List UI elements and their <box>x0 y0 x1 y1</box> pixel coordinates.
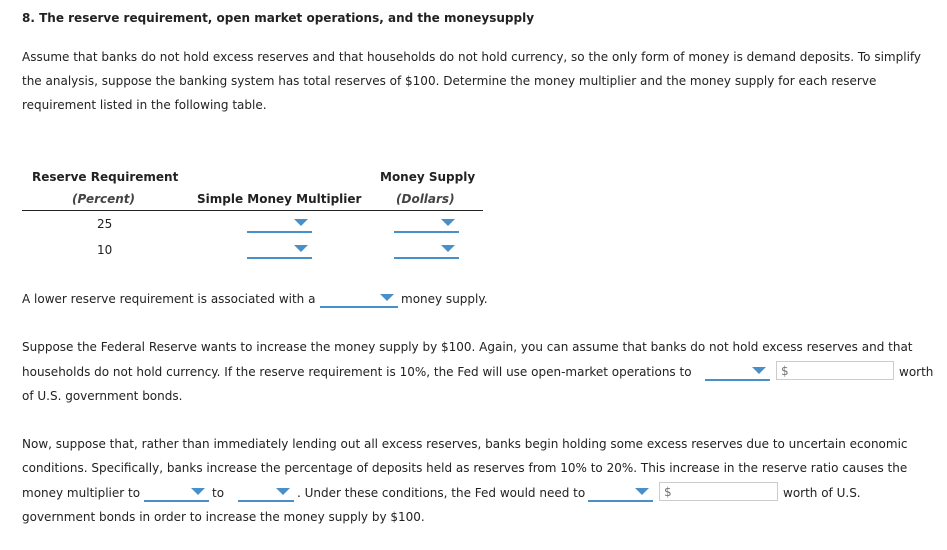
header-money-supply: Money Supply <box>380 170 476 184</box>
intro-line: the analysis, suppose the banking system has total reserves of $100. Determine the money multiplier and the money supply for each reserve <box>22 74 877 88</box>
multiplier-dropdown-25[interactable] <box>247 213 312 233</box>
q1-text: A lower reserve requirement is associated with a <box>22 292 316 306</box>
p3-line: government bonds in order to increase the money supply by $100. <box>22 510 425 524</box>
p3-line: conditions. Specifically, banks increase the percentage of deposits held as reserves from 10% to 20%. This increase in the reserve ratio causes the <box>22 461 908 475</box>
multiplier-dropdown-10[interactable] <box>247 239 312 259</box>
multiplier-to-dropdown[interactable] <box>238 482 294 502</box>
p2-line: of U.S. government bonds. <box>22 389 183 403</box>
header-dollars: (Dollars) <box>396 192 455 206</box>
p3-text: to <box>212 486 225 500</box>
row-reserve-25: 25 <box>97 217 113 231</box>
header-reserve-requirement: Reserve Requirement <box>32 170 179 184</box>
question-title: 8. The reserve requirement, open market operations, and the moneysupply <box>22 11 535 25</box>
intro-line: requirement listed in the following table. <box>22 98 267 112</box>
p2-line: households do not hold currency. If the reserve requirement is 10%, the Fed will use open-market operations to <box>22 365 692 379</box>
intro-line: Assume that banks do not hold excess reserves and that households do not hold currency, so the only form of money is demand deposits. To simplify <box>22 50 922 64</box>
buy-sell-dropdown-2[interactable] <box>588 482 653 502</box>
p3-text: money multiplier to <box>22 486 141 500</box>
bond-amount-input-2[interactable] <box>659 482 778 501</box>
p3-text: worth of U.S. <box>783 486 861 500</box>
p3-line: Now, suppose that, rather than immediately lending out all excess reserves, banks begin holding some excess reserves due to uncertain economic <box>22 437 908 451</box>
p2-worth: worth <box>899 365 934 379</box>
bond-amount-input[interactable] <box>776 361 894 380</box>
money-supply-dropdown-25[interactable] <box>394 213 459 233</box>
q1-text-after: money supply. <box>401 292 488 306</box>
buy-sell-dropdown[interactable] <box>705 361 770 381</box>
header-multiplier: Simple Money Multiplier <box>197 192 362 206</box>
p3-text: . Under these conditions, the Fed would need to <box>297 486 586 500</box>
header-percent: (Percent) <box>72 192 136 206</box>
row-reserve-10: 10 <box>97 243 113 257</box>
multiplier-from-dropdown[interactable] <box>144 482 209 502</box>
money-supply-direction-dropdown[interactable] <box>320 288 398 308</box>
p2-line: Suppose the Federal Reserve wants to increase the money supply by $100. Again, you can assume that banks do not hold excess reserves and that <box>22 340 913 354</box>
money-supply-dropdown-10[interactable] <box>394 239 459 259</box>
table-rule <box>22 210 483 211</box>
